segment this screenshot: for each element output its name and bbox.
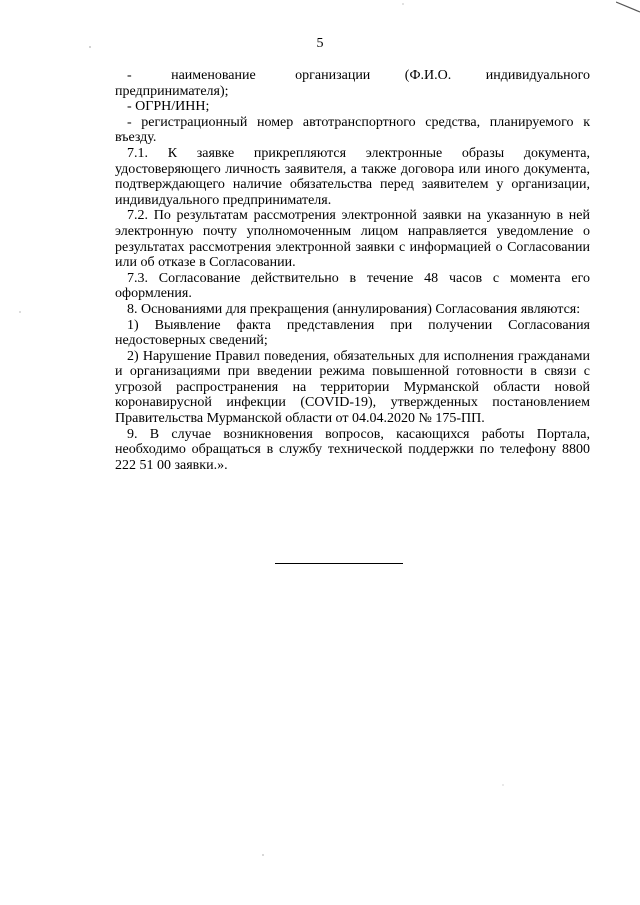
paragraph-8-item-1: 1) Выявление факта представления при получении Согласования недостоверных сведений; [115, 317, 590, 349]
paragraph-8: 8. Основаниями для прекращения (аннулирования) Согласования являются: [127, 301, 581, 317]
paragraph-7-3: 7.3. Согласование действительно в течение 48 часов с момента его оформления. [115, 270, 590, 302]
page-number: 5 [316, 36, 324, 51]
paragraph-9: 9. В случае возникновения вопросов, касающихся работы Портала, необходимо обращаться в службу технической поддержки по телефону 8800 222 51 00 заявки.». [115, 426, 590, 473]
paragraph-7-2: 7.2. По результатам рассмотрения электронной заявки на указанную в ней электронную почту уполномоченным лицом направляется уведомление о результатах рассмотрения электронной заявки с информацией о Согласовании или об отказе в Согласовании. [115, 208, 590, 271]
list-item-ogrn-inn: - ОГРН/ИНН; [127, 99, 210, 115]
paragraph-7-1: 7.1. К заявке прикрепляются электронные образы документа, удостоверяющего личность заявителя, а также договора или иного документа, подтверждающего наличие обязательства перед заявителем у организации, индивидуального предпринимателя. [115, 145, 590, 208]
end-separator-line [275, 563, 403, 564]
scan-corner-mark [616, 0, 640, 14]
list-item-vehicle-registration: - регистрационный номер автотранспортного средства, планируемого к въезду. [115, 114, 590, 146]
document-body [115, 68, 590, 473]
paragraph-8-item-2: 2) Нарушение Правил поведения, обязательных для исполнения гражданами и организациями при введении режима повышенной готовности в связи с угрозой распространения на территории Мурманской области новой коронавирусной инфекции (COVID-19), утвержденных постановлением Правительства Мурманской области от 04.04.2020 № 175-ПП. [115, 348, 590, 427]
list-item-organization-name: - наименование организации (Ф.И.О. индивидуального предпринимателя); [115, 68, 590, 99]
